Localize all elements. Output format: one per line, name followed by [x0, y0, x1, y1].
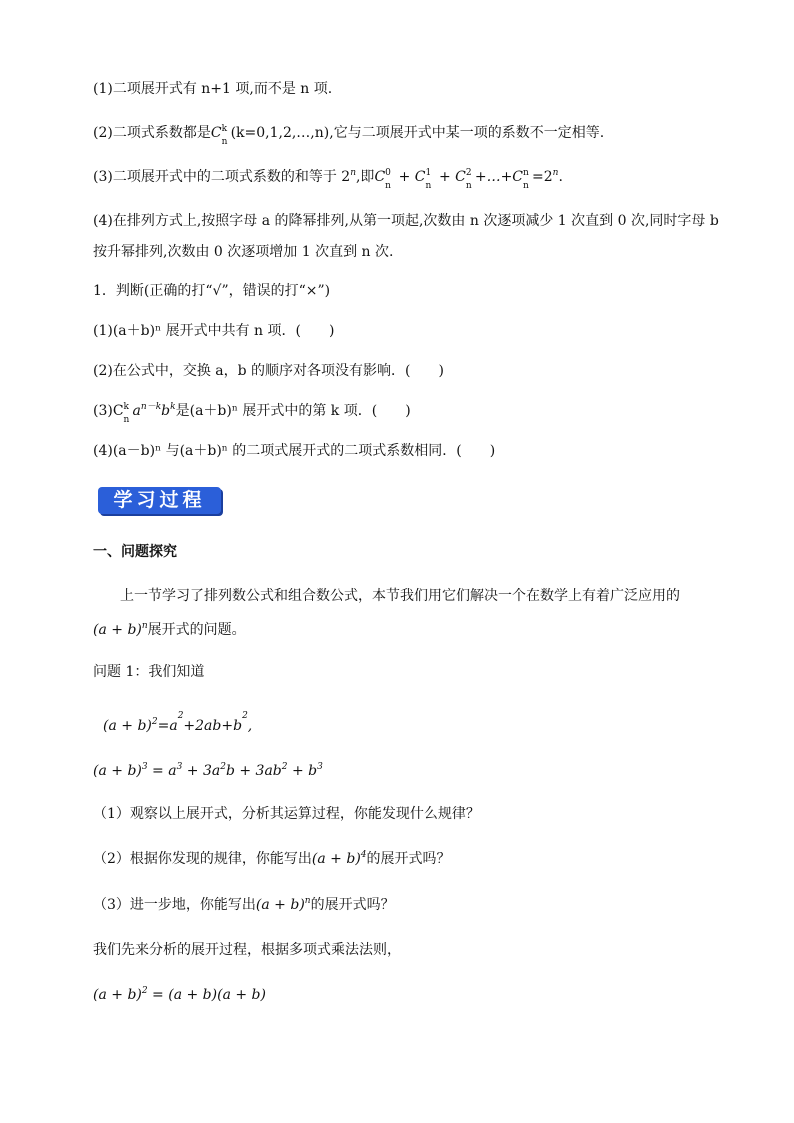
section-heading: 一、问题探究 — [93, 544, 177, 560]
point-2 — [93, 124, 605, 147]
binomial-fourth-formula: $(a + b)^4$ — [311, 850, 367, 867]
point-3-equals: =2 — [532, 169, 553, 185]
observation-3-end: 的展开式吗？ — [310, 897, 395, 913]
quiz-item-4: (4)(a－b)ⁿ 与(a＋b)ⁿ 的二项式展开式的二项式系数相同．( ) — [93, 443, 496, 459]
observation-2 — [93, 850, 451, 868]
quiz-item-2: (2)在公式中，交换 a，b 的顺序对各项没有影响．( ) — [93, 363, 444, 379]
expansion-square: $(a + b)^2=a^2+2ab+b^2$, — [103, 711, 253, 734]
observation-1: （1）观察以上展开式，分析其运算过程，你能发现什么规律？ — [93, 806, 480, 822]
intro-paragraph-line-2-text: 展开式的问题。 — [147, 622, 246, 638]
point-2-start: (2)二项式系数都是 — [93, 125, 211, 141]
intro-paragraph-line-2 — [93, 621, 246, 639]
quiz-title: 1．判断(正确的打“√”，错误的打“×”) — [93, 283, 331, 299]
point-4-line-1: (4)在排列方式上,按照字母 a 的降幂排列,从第一项起,次数由 n 次逐项减少 1 次直到 0 次,同时字母 b — [93, 213, 719, 229]
expansion-product: $(a + b)^2 = (a + b)(a + b)$ — [93, 986, 266, 1003]
point-3-start: (3)二项展开式中的二项式系数的和等于 2 — [93, 169, 351, 185]
question-1: 问题 1：我们知道 — [93, 664, 205, 680]
observation-2-end: 的展开式吗？ — [366, 851, 451, 867]
observation-3 — [93, 896, 395, 914]
analysis-text: 我们先来分析的展开过程，根据多项式乘法法则， — [93, 942, 401, 958]
quiz-item-3-prefix: (3)C — [93, 403, 124, 419]
point-4-line-2: 按升幂排列,次数由 0 次逐项增加 1 次直到 n 次. — [93, 244, 394, 260]
binomial-n-formula-2: $(a + b)^n$ — [255, 896, 311, 913]
observation-3-start: （3）进一步地，你能写出 — [93, 897, 256, 913]
point-1: (1)二项展开式有 n+1 项,而不是 n 项. — [93, 81, 333, 97]
point-3-end: . — [558, 169, 563, 185]
general-term-formula: k n $a^{n-k}b^k$ — [123, 402, 176, 425]
intro-paragraph-line-1: 上一节学习了排列数公式和组合数公式，本节我们用它们解决一个在数学上有着广泛应用的 — [120, 588, 680, 604]
quiz-item-1: (1)(a＋b)ⁿ 展开式中共有 n 项．( ) — [93, 323, 335, 339]
coefficient-sum-formula: C 0 n + C 1 n + C 2 n +…+C n n — [374, 168, 529, 191]
binomial-coefficient-symbol: C k n — [210, 124, 228, 147]
point-3-mid: ,即 — [355, 169, 375, 185]
quiz-item-3 — [93, 402, 411, 425]
section-banner: 学习过程 — [98, 487, 221, 514]
quiz-item-3-text: 是(a＋b)ⁿ 展开式中的第 k 项．( ) — [175, 403, 411, 419]
point-2-end: (k=0,1,2,…,n),它与二项展开式中某一项的系数不一定相等. — [230, 125, 605, 141]
point-3: (3)二项展开式中的二项式系数的和等于 2$^n$,即C 0 n + C 1 n + C 2 n +…+C n n $=2^n$. — [93, 168, 563, 191]
expansion-cube: $(a + b)^3 = a^3 + 3a^2b + 3ab^2 + b^3$ — [93, 762, 323, 779]
binomial-n-formula: $(a + b)^n$ — [93, 621, 148, 638]
observation-2-start: （2）根据你发现的规律，你能写出 — [93, 851, 312, 867]
